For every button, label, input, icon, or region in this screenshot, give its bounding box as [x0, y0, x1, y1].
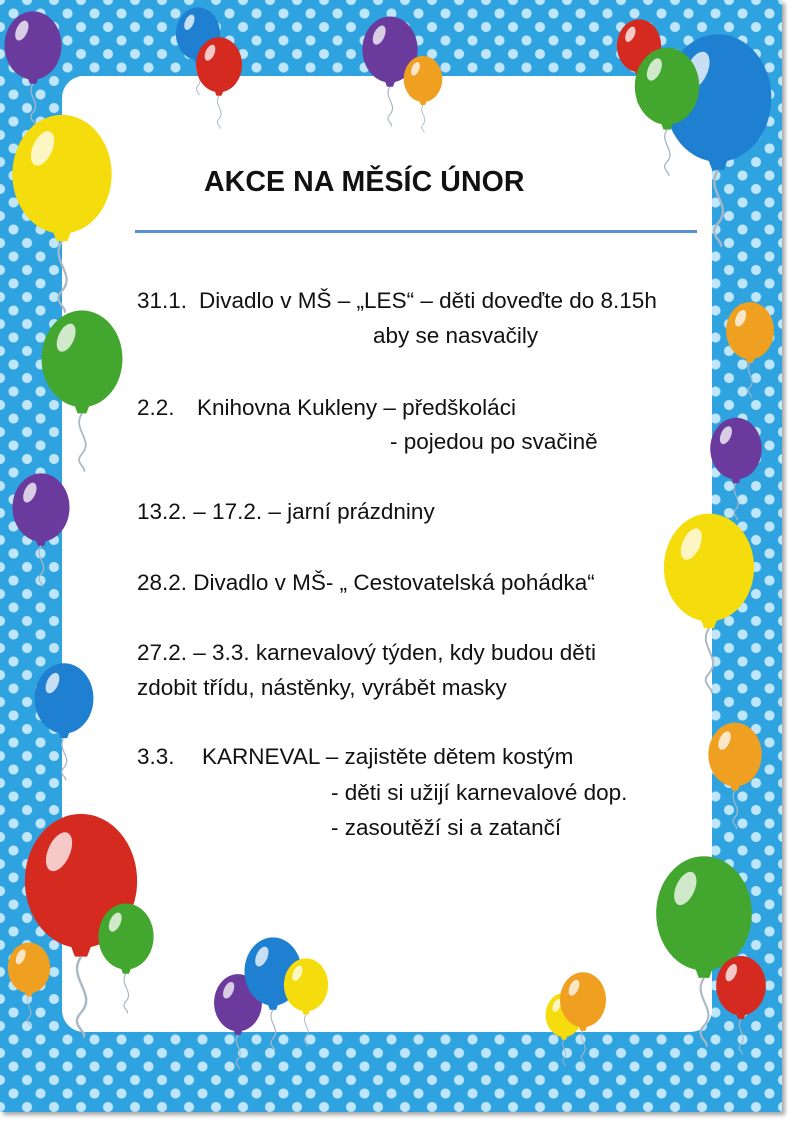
balloon-orange-icon	[726, 302, 774, 397]
balloon-green-icon	[656, 856, 752, 1046]
event-text: 13.2. – 17.2. – jarní prázdniny	[137, 499, 435, 524]
balloon-red-icon	[716, 956, 766, 1055]
event-text-continued: - pojedou po svačině	[390, 429, 598, 454]
balloon-green-icon	[635, 48, 699, 176]
event-text-continued: aby se nasvačily	[373, 323, 539, 348]
balloon-green-icon	[98, 904, 153, 1014]
balloon-purple-icon	[4, 11, 61, 124]
balloon-orange-icon	[560, 972, 606, 1064]
event-text: 27.2. – 3.3. karnevalový týden, kdy budou děti	[137, 640, 597, 665]
event-text: Divadlo v MŠ – „LES“ – děti doveďte do 8.15h	[199, 288, 657, 313]
balloon-orange-icon	[8, 943, 50, 1027]
balloon-orange-icon	[404, 56, 443, 133]
balloon-orange-icon	[708, 723, 761, 829]
event-date: 3.3.	[137, 744, 175, 769]
balloon-green-icon	[42, 310, 123, 471]
event-date: 2.2.	[137, 395, 175, 420]
event-date: 31.1.	[137, 288, 188, 313]
balloon-purple-icon	[710, 418, 762, 520]
event-text: Knihovna Kukleny – předškoláci	[197, 395, 516, 420]
balloon-purple-icon	[12, 473, 69, 586]
event-text: KARNEVAL – zajistěte dětem kostým	[202, 744, 574, 769]
balloon-yellow-icon	[664, 514, 754, 693]
title-divider	[135, 230, 697, 233]
event-text-continued: - zasoutěží si a zatančí	[331, 815, 562, 840]
balloon-yellow-icon	[12, 115, 111, 313]
balloon-blue-icon	[35, 663, 94, 780]
event-text-continued: - děti si užijí karnevalové dop.	[331, 780, 628, 805]
balloon-yellow-icon	[284, 958, 328, 1046]
event-text: 28.2. Divadlo v MŠ- „ Cestovatelská pohádka“	[137, 570, 595, 595]
event-text-continued: zdobit třídu, nástěnky, vyrábět masky	[137, 675, 507, 700]
page-title: AKCE NA MĚSÍC ÚNOR	[204, 166, 525, 198]
balloon-red-icon	[196, 37, 242, 129]
